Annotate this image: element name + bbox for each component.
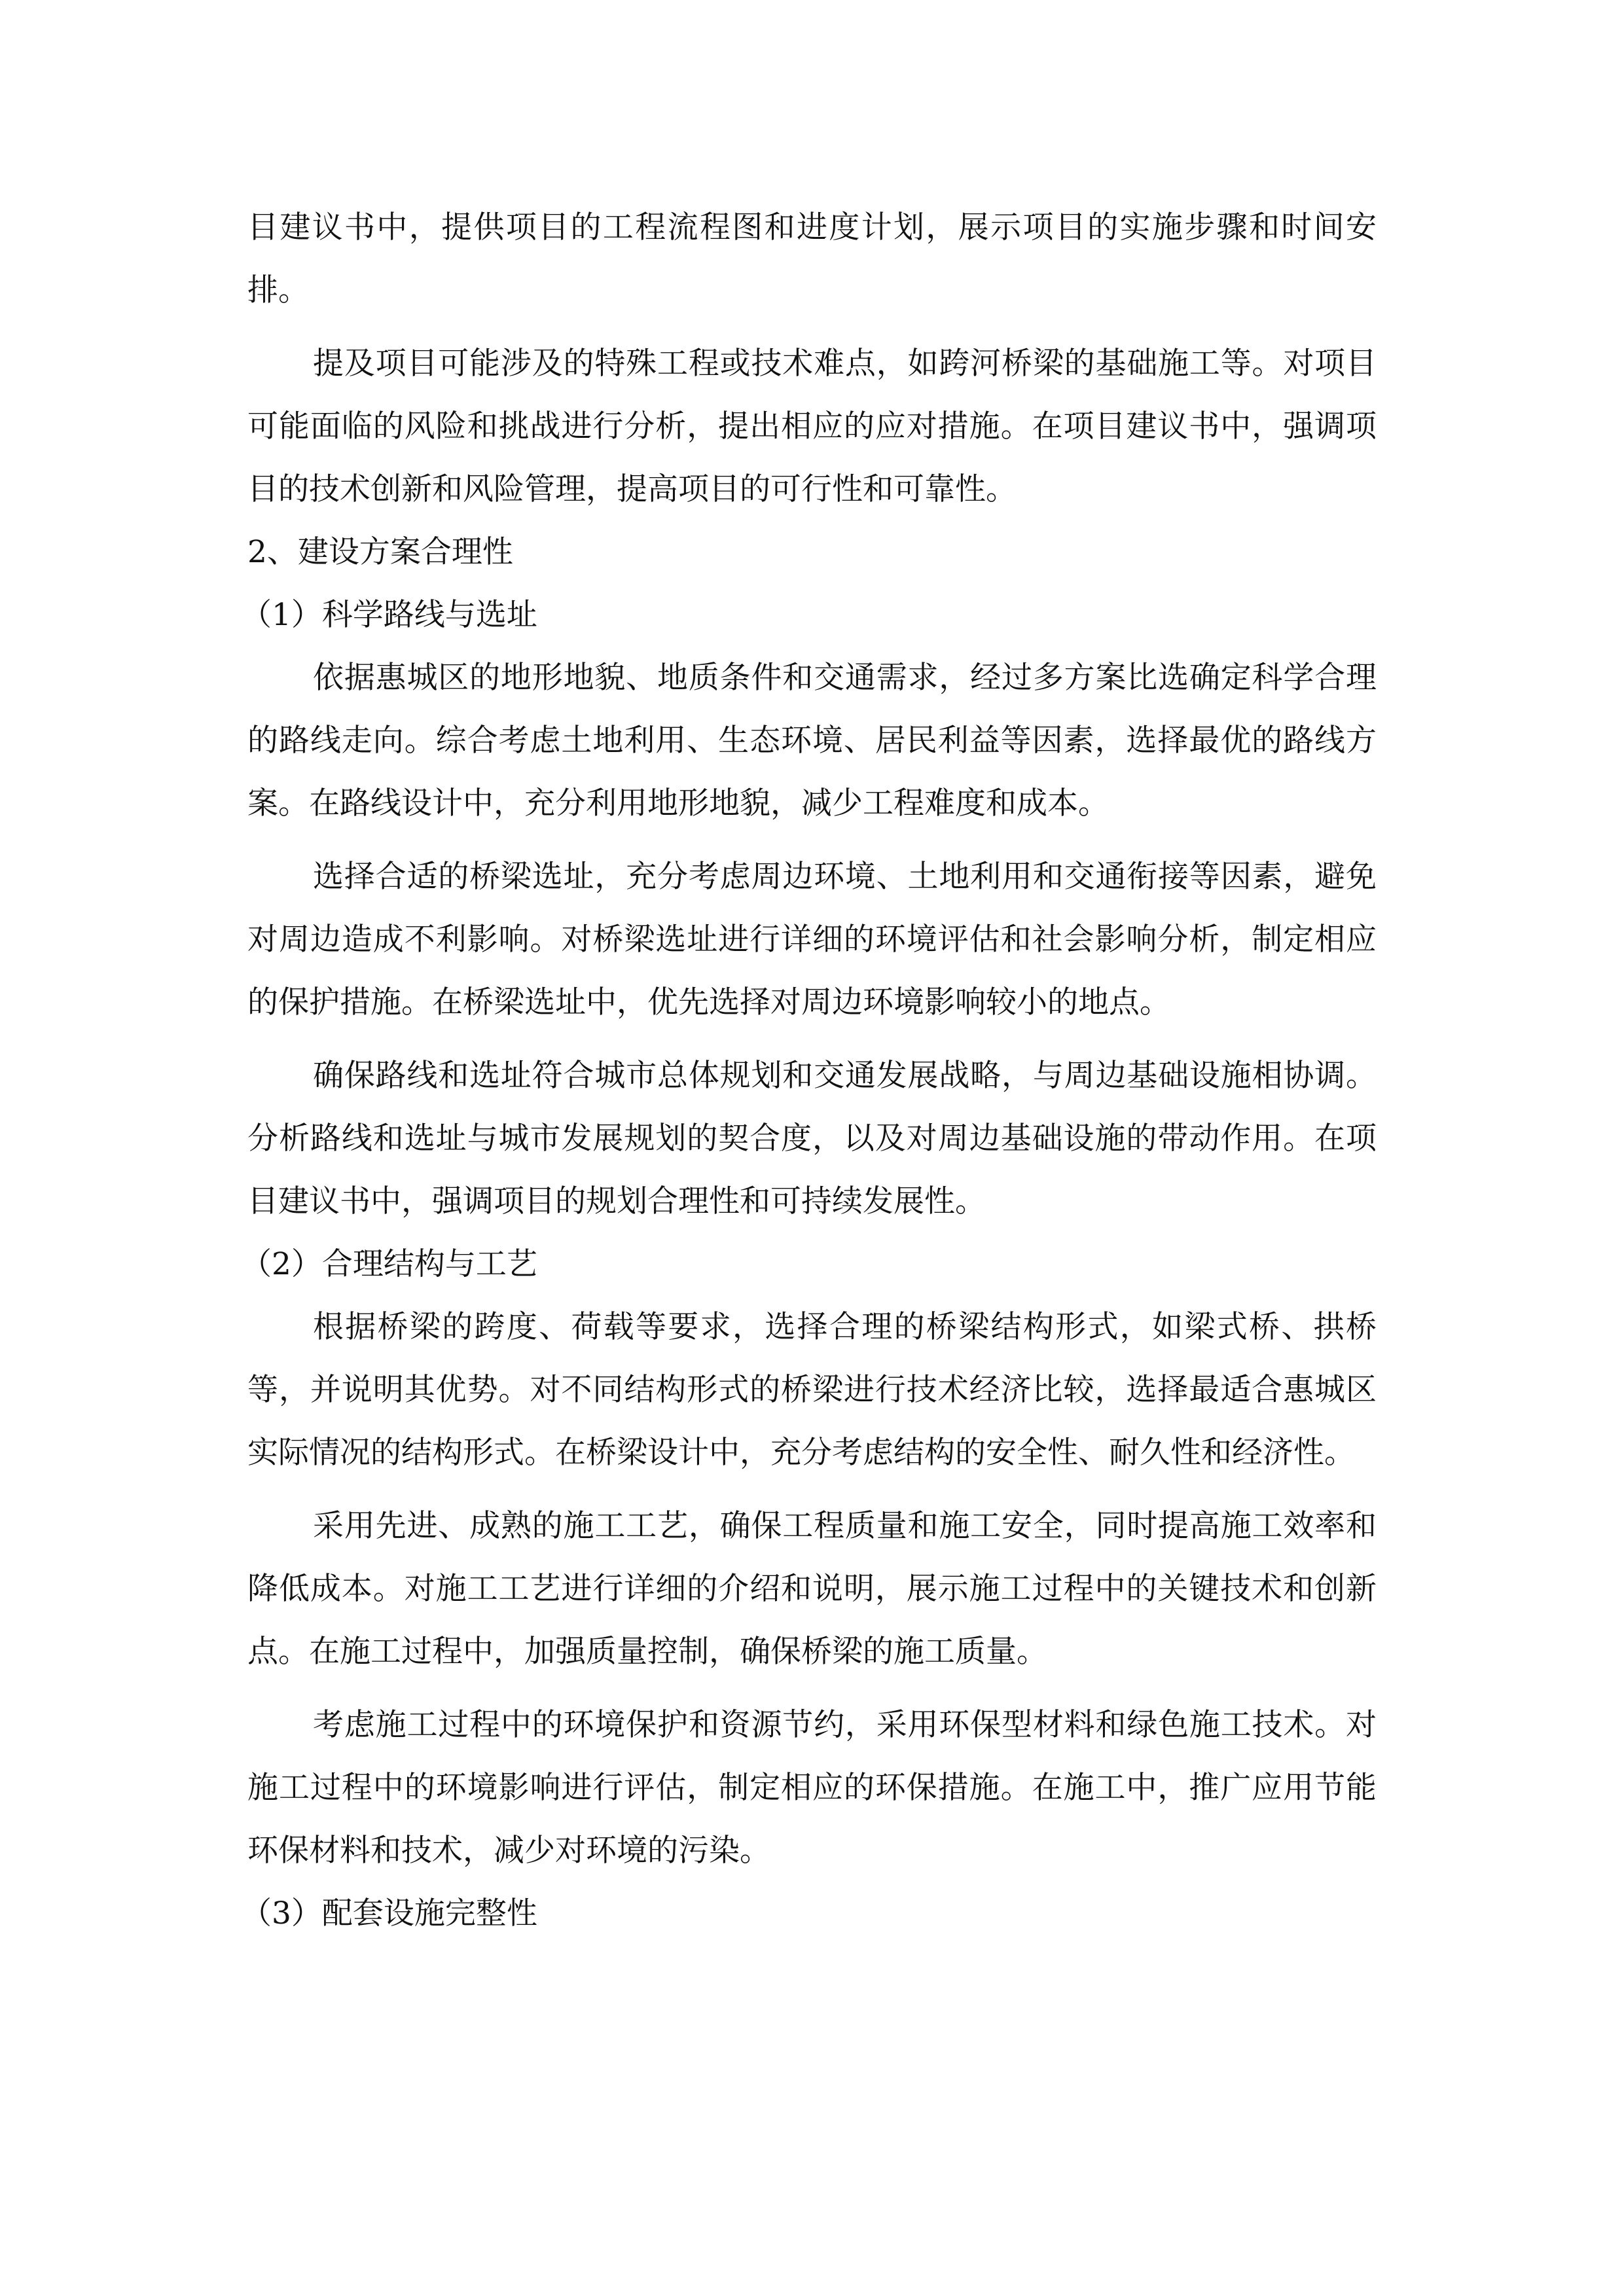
subsection-heading-structure-process: （2）合理结构与工艺: [241, 1246, 537, 1282]
paragraph-planning-fit: 确保路线和选址符合城市总体规划和交通发展战略，与周边基础设施相协调。分析路线和选址与城市发展规划的契合度，以及对周边基础设施的带动作用。在项目建议书中，强调项目的规划合理性和可持续发展性。: [247, 1058, 1377, 1219]
section-heading-construction-plan: 2、建设方案合理性: [247, 534, 513, 570]
paragraph-structure-form: 根据桥梁的跨度、荷载等要求，选择合理的桥梁结构形式，如梁式桥、拱桥等，并说明其优势。对不同结构形式的桥梁进行技术经济比较，选择最适合惠城区实际情况的结构形式。在桥梁设计中，充分考虑结构的安全性、耐久性和经济性。: [247, 1309, 1377, 1471]
paragraph-construction-process: 采用先进、成熟的施工工艺，确保工程质量和施工安全，同时提高施工效率和降低成本。对施工工艺进行详细的介绍和说明，展示施工过程中的关键技术和创新点。在施工过程中，加强质量控制，确保桥梁的施工质量。: [247, 1508, 1377, 1670]
paragraph-tech-difficulty: 提及项目可能涉及的特殊工程或技术难点，如跨河桥梁的基础施工等。对项目可能面临的风险和挑战进行分析，提出相应的应对措施。在项目建议书中，强调项目的技术创新和风险管理，提高项目的可行性和可靠性。: [247, 346, 1377, 507]
document-body: [241, 196, 1377, 1945]
paragraph-route-direction: 依据惠城区的地形地貌、地质条件和交通需求，经过多方案比选确定科学合理的路线走向。综合考虑土地利用、生态环境、居民利益等因素，选择最优的路线方案。在路线设计中，充分利用地形地貌，减少工程难度和成本。: [247, 660, 1377, 821]
paragraph-continuation: 目建议书中，提供项目的工程流程图和进度计划，展示项目的实施步骤和时间安排。: [247, 209, 1377, 308]
paragraph-bridge-site: 选择合适的桥梁选址，充分考虑周边环境、土地利用和交通衔接等因素，避免对周边造成不利影响。对桥梁选址进行详细的环境评估和社会影响分析，制定相应的保护措施。在桥梁选址中，优先选择对周边环境影响较小的地点。: [247, 859, 1377, 1020]
paragraph-environment-protection: 考虑施工过程中的环境保护和资源节约，采用环保型材料和绿色施工技术。对施工过程中的环境影响进行评估，制定相应的环保措施。在施工中，推广应用节能环保材料和技术，减少对环境的污染。: [247, 1707, 1377, 1869]
subsection-heading-route-site: （1）科学路线与选址: [241, 597, 537, 633]
subsection-heading-facilities: （3）配套设施完整性: [241, 1895, 537, 1931]
